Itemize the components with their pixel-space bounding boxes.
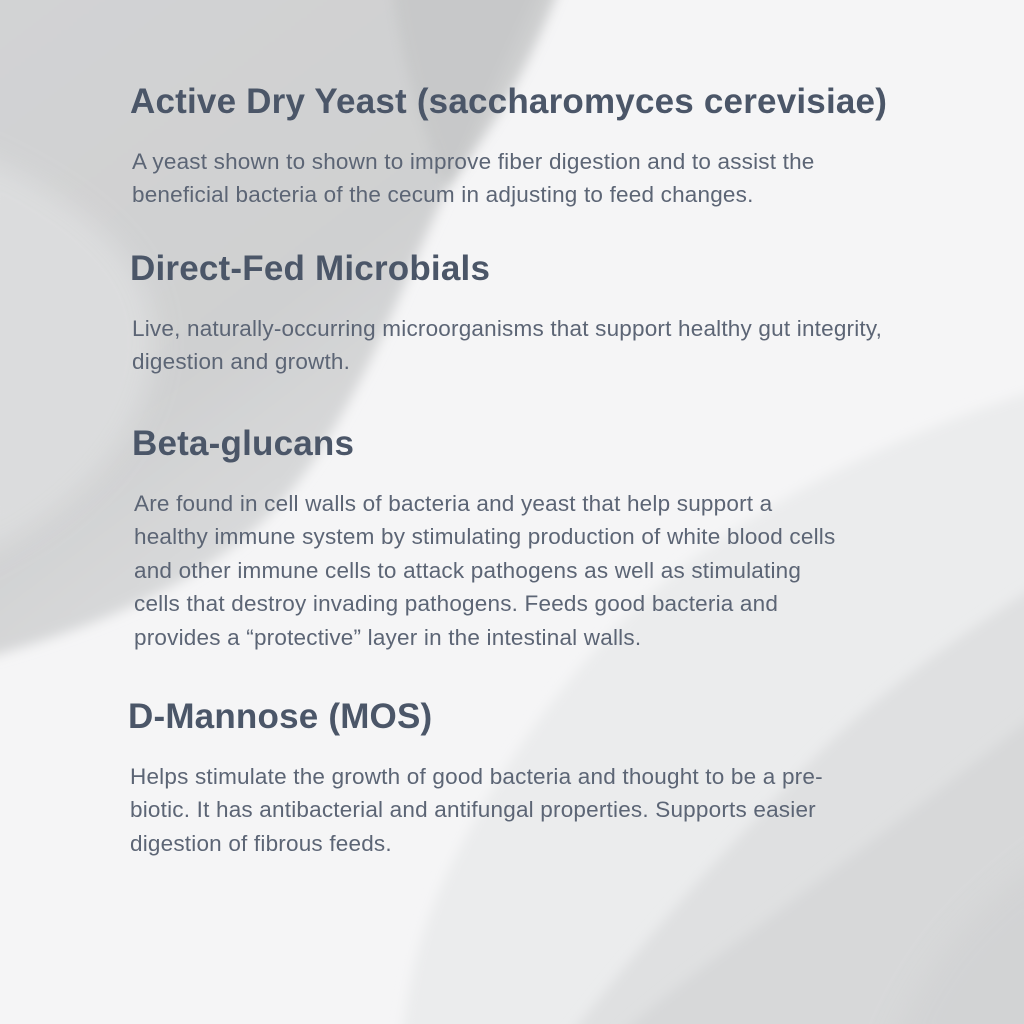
- body-line: Live, naturally-occurring microorganisms that support healthy gut integrity,: [132, 316, 883, 341]
- section-body: [132, 145, 887, 212]
- body-line: healthy immune system by stimulating production of white blood cells: [134, 524, 836, 550]
- body-line: provides a “protective” layer in the intestinal walls.: [134, 624, 642, 650]
- body-line: Helps stimulate the growth of good bacteria and thought to be a pre-: [130, 764, 823, 789]
- section-active-dry-yeast: [130, 82, 887, 212]
- section-direct-fed-microbials: [130, 249, 882, 379]
- body-line: cells that destroy invading pathogens. Feeds good bacteria and: [134, 591, 779, 617]
- section-heading: Active Dry Yeast (saccharomyces cerevisiae): [130, 82, 888, 121]
- body-line: Are found in cell walls of bacteria and yeast that help support a: [134, 491, 773, 516]
- body-line: and other immune cells to attack pathogens as well as stimulating: [134, 557, 802, 583]
- section-heading: Direct-Fed Microbials: [130, 249, 491, 288]
- body-line: beneficial bacteria of the cecum in adjusting to feed changes.: [132, 182, 754, 208]
- section-heading: Beta-glucans: [132, 424, 355, 463]
- body-line: digestion of fibrous feeds.: [130, 830, 392, 856]
- body-line: digestion and growth.: [132, 349, 351, 375]
- body-line: biotic. It has antibacterial and antifungal properties. Supports easier: [130, 797, 816, 823]
- section-body: [130, 760, 823, 860]
- body-line: A yeast shown to shown to improve fiber digestion and to assist the: [132, 149, 815, 174]
- section-body: [134, 487, 835, 654]
- section-d-mannose: [128, 697, 823, 860]
- section-heading: D-Mannose (MOS): [128, 697, 433, 736]
- section-beta-glucans: [132, 424, 835, 654]
- section-body: [132, 312, 882, 379]
